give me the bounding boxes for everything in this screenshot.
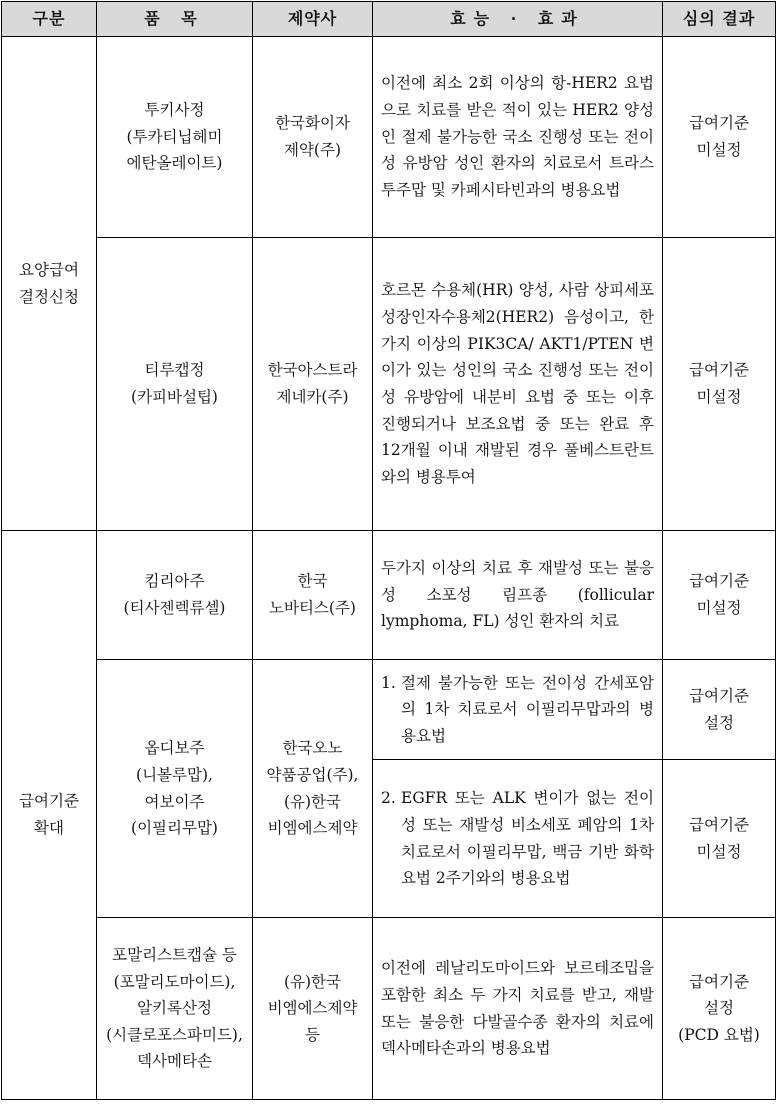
effect-cell-numbered: 1. 절제 불가능한 또는 전이성 간세포암의 1차 치료로서 이필리무맙과의 병용요법 [373,660,663,760]
table-row [2,531,776,660]
table-row [2,660,776,760]
product-cell: 티루캡정 (카피바설팁) [97,238,253,531]
category-cell: 요양급여 결정신청 [2,37,97,531]
header-effect: 효능 · 효과 [373,2,663,37]
company-cell: 한국 노바티스(주) [253,531,373,660]
company-cell: (유)한국 비엠에스제약 등 [253,918,373,1100]
category-cell: 급여기준 확대 [2,531,97,1100]
result-cell: 급여기준 미설정 [663,37,776,238]
product-cell: 옵디보주 (니볼루맙), 여보이주 (이필리무맙) [97,660,253,918]
company-cell: 한국오노 약품공업(주), (유)한국 비엠에스제약 [253,660,373,918]
product-cell: 투키사정 (투카티닙헤미 에탄올레이트) [97,37,253,238]
header-company: 제약사 [253,2,373,37]
company-cell: 한국화이자 제약(주) [253,37,373,238]
effect-cell: 이전에 레날리도마이드와 보르테조밉을 포함한 최소 두 가지 치료를 받고, 재발 또는 불응한 다발골수종 환자의 치료에 덱사메타손과의 병용요법 [373,918,663,1100]
result-cell: 급여기준 설정 (PCD 요법) [663,918,776,1100]
table-row [2,37,776,238]
effect-cell: 이전에 최소 2회 이상의 항-HER2 요법으로 치료를 받은 적이 있는 HER2 양성인 절제 불가능한 국소 진행성 또는 전이성 유방암 성인 환자의 치료로서 트라스투주맙 및 카페시타빈과의 병용요법 [373,37,663,238]
table-row [2,918,776,1100]
product-cell: 킴리아주 (티사젠렉류셀) [97,531,253,660]
effect-cell-numbered: 2. EGFR 또는 ALK 변이가 없는 전이성 또는 재발성 비소세포 폐암의 1차 치료로서 이필리무맙, 백금 기반 화학요법 2주기와의 병용요법 [373,760,663,918]
header-result: 심의 결과 [663,2,776,37]
result-cell: 급여기준 미설정 [663,531,776,660]
result-cell: 급여기준 미설정 [663,238,776,531]
header-category: 구분 [2,2,97,37]
header-product: 품 목 [97,2,253,37]
review-results-table [1,1,776,1100]
result-cell: 급여기준 설정 [663,660,776,760]
table-header-row [2,2,776,37]
result-cell: 급여기준 미설정 [663,760,776,918]
product-cell: 포말리스트캡슐 등 (포말리도마이드), 알키록산정 (시클로포스파미드), 덱사메타손 [97,918,253,1100]
effect-cell: 두가지 이상의 치료 후 재발성 또는 불응성 소포성 림프종 (follicular lymphoma, FL) 성인 환자의 치료 [373,531,663,660]
effect-cell: 호르몬 수용체(HR) 양성, 사람 상피세포성장인자수용체2(HER2) 음성이고, 한 가지 이상의 PIK3CA/ AKT1/PTEN 변이가 있는 성인의 국소 진행성 또는 전이성 유방암에 내분비 요법 중 또는 이후 진행되거나 보조요법 중 또는 완료 후 12개월 이내 재발된 경우 풀베스트란트와의 병용투여 [373,238,663,531]
company-cell: 한국아스트라 제네카(주) [253,238,373,531]
table-row [2,238,776,531]
